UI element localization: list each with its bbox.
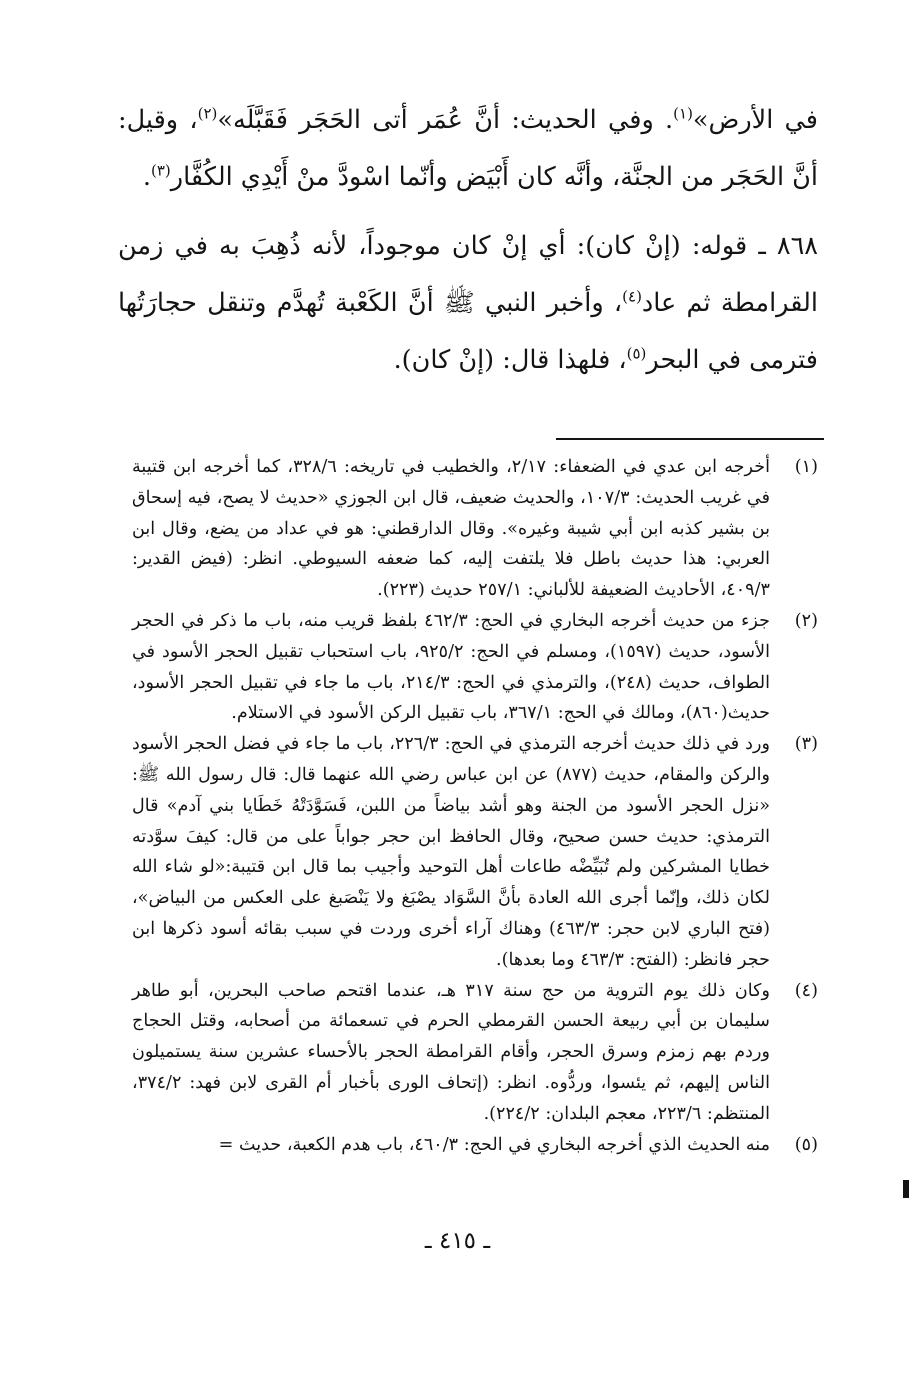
footnote-text: وكان ذلك يوم التروية من حج سنة ٣١٧ هـ، عندما اقتحم صاحب البحرين، أبو طاهر سليمان بن أبي ربيعة الحسن القرمطي الحرم في تسعمائة من أصحابه، وقتل الحجاج وردم بهم زمزم وسرق الحجر، وأقام القرامطة الحجر بالأحساء عشرين سنة يستميلون الناس إليهم، ثم يئسوا، وردُّوه. انظر: (إتحاف الورى بأخبار أم القرى لابن فهد: ٣٧٤/٢، المنتظم: ٢٢٣/٦، معجم البلدان: ٢٢٤/٢). xyxy=(132,980,770,1124)
footnote-number: (٢) xyxy=(794,610,818,631)
footnote-number: (٤) xyxy=(794,980,818,1001)
footnote-ref-1[interactable]: (١) xyxy=(673,104,693,123)
footnote-number: (٣) xyxy=(794,734,818,755)
footnote-text: جزء من حديث أخرجه البخاري في الحج: ٤٦٢/٣ بلفظ قريب منه، باب ما ذكر في الحجر الأسود، حديث (١٥٩٧)، ومسلم في الحج: ٩٢٥/٢، باب استحباب تقبيل الحجر الأسود في الطواف، حديث (٢٤٨)، والترمذي في الحج: ٢١٤/٣، باب ما جاء في تقبيل الحجر الأسود، حديث(٨٦٠)، ومالك في الحج: ٣٦٧/١، باب تقبيل الركن الأسود في الاستلام. xyxy=(132,610,770,724)
footnote-text: أخرجه ابن عدي في الضعفاء: ٢/١٧، والخطيب في تاريخه: ٣٢٨/٦، كما أخرجه ابن قتيبة في غريب الحديث: ١٠٧/٣، والحديث ضعيف، قال ابن الجوزي «حديث لا يصح، فيه إسحاق بن بشير كذبه ابن أبي شيبة وغيره». وقال الدارقطني: هو في عداد من يضع، وقال ابن العربي: هذا حديث باطل فلا يلتفت إليه، كما ضعفه السيوطي. انظر: (فيض القدير: ٤٠٩/٣، الأحاديث الضعيفة للألباني: ٢٥٧/١ حديث (٢٢٣). xyxy=(132,457,771,601)
footnote-number: (١) xyxy=(794,457,818,477)
footnote-1 xyxy=(132,452,818,606)
footnote-number: (٥) xyxy=(794,1134,818,1155)
footnote-separator xyxy=(556,438,824,440)
main-text xyxy=(118,92,818,389)
footnote-ref-2[interactable]: (٢) xyxy=(197,104,218,123)
page-number: ـ ٤١٥ ـ xyxy=(424,1228,491,1254)
footnote-ref-5[interactable]: (٥) xyxy=(626,344,647,363)
footnote-4 xyxy=(132,976,818,1130)
footnote-3 xyxy=(132,729,818,975)
scan-edge-mark xyxy=(903,1180,909,1198)
footnote-2 xyxy=(132,606,818,729)
footnote-5 xyxy=(132,1130,818,1161)
footnote-text: منه الحديث الذي أخرجه البخاري في الحج: ٤٦٠/٣، باب هدم الكعبة، حديث = xyxy=(218,1134,770,1155)
footnote-text: ورد في ذلك حديث أخرجه الترمذي في الحج: ٢٢٦/٣، باب ما جاء في فضل الحجر الأسود والركن والمقام، حديث (٨٧٧) عن ابن عباس رضي الله عنهما قال: قال رسول الله ﷺ: «نزل الحجر الأسود من الجنة وهو أشد بياضاً من اللبن، فَسَوَّدَتْهُ خَطَايا بني آدم» قال الترمذي: حديث حسن صحيح، وقال الحافظ ابن حجر جواباً على من قال: كيفَ سوَّدته خطايا المشركين ولم تُبَيِّضْه طاعات أهل التوحيد وأجيب بما قال ابن قتيبة:«لو شاء الله لكان ذلك، وإنّما أجرى الله العادة بأنَّ السَّوَاد يصْبَغ ولا يَنْصَبغ على العكس من البياض»، (فتح الباري لابن حجر: ٤٦٣/٣) وهناك آراء أخرى وردت في سبب بقائه أسود ذكرها ابن حجر فانظر: (الفتح: ٤٦٣/٣ وما بعدها). xyxy=(132,734,771,970)
footnote-ref-3[interactable]: (٣) xyxy=(150,161,171,180)
footnotes xyxy=(132,452,818,1160)
footnote-ref-4[interactable]: (٤) xyxy=(622,287,642,306)
main-paragraph-1: في الأرض»$^{(١)}$. وفي الحديث: أنَّ عُمَر أتى الحَجَر فَقَبَّلَه»$^{(٢)}$، وقيل: أنَّ الحَجَر من الجنَّة، وأنَّه كان أَبْيَض وأنّما اسْودَّ منْ أَيْدِي الكُفَّار$^{(٣)}$. xyxy=(118,104,818,192)
main-paragraph-2: ٨٦٨ ـ قوله: (إنْ كان): أي إنْ كان موجوداً، لأنه ذُهِبَ به في زمن القرامطة ثم عاد$^{(٤)}$، وأخبر النبي ﷺ أنَّ الكَعْبة تُهدَّم وتنقل حجارَتُها فترمى في البحر$^{(٥)}$، فلهذا قال: (إنْ كان). xyxy=(118,231,818,375)
